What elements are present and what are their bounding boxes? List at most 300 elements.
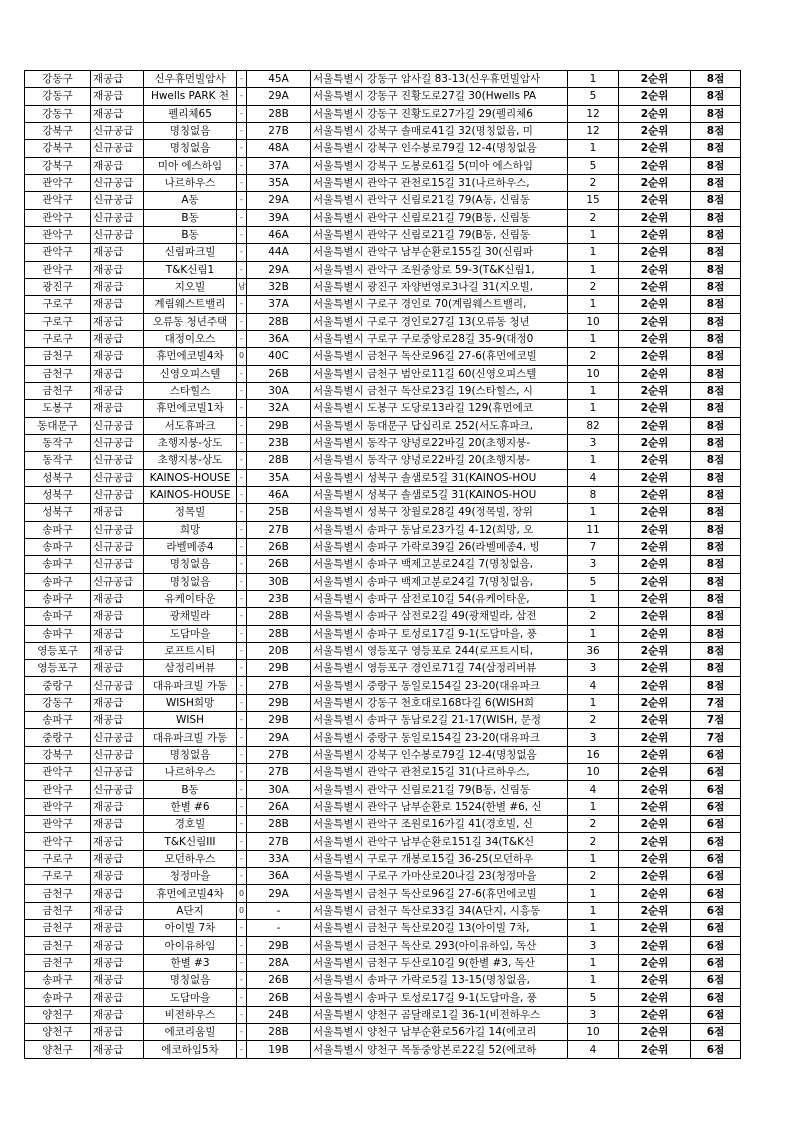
type-flag-cell: - [237,140,247,157]
district-cell: 성북구 [25,469,91,486]
count-cell: 10 [568,764,619,781]
address-cell: 서울특별시 금천구 독산로 293(아이유하임, 독산 [311,937,568,954]
district-cell: 금천구 [25,937,91,954]
unit-type-cell: 29A [247,885,311,902]
unit-type-cell: 29A [247,88,311,105]
score-cell: 8점 [691,71,741,88]
score-cell: 8점 [691,469,741,486]
address-cell: 서울특별시 관악구 남부순환로 1524(한별 #6, 신 [311,798,568,815]
type-flag-cell: - [237,781,247,798]
count-cell: 2 [568,712,619,729]
district-cell: 관악구 [25,816,91,833]
district-cell: 관악구 [25,833,91,850]
type-flag-cell: - [237,365,247,382]
priority-cell: 2순위 [619,885,691,902]
supply-type-cell: 신규공급 [91,781,144,798]
score-cell: 8점 [691,105,741,122]
table-row [25,573,741,590]
count-cell: 16 [568,746,619,763]
building-name-cell: B동 [144,226,237,243]
priority-cell: 2순위 [619,400,691,417]
supply-type-cell: 신규공급 [91,209,144,226]
district-cell: 송파구 [25,573,91,590]
type-flag-cell: - [237,296,247,313]
district-cell: 성북구 [25,486,91,503]
unit-type-cell: - [247,902,311,919]
supply-type-cell: 재공급 [91,157,144,174]
building-name-cell: 에코하임5차 [144,1041,237,1058]
type-flag-cell: - [237,660,247,677]
priority-cell: 2순위 [619,954,691,971]
building-name-cell: 모던하우스 [144,850,237,867]
building-name-cell: 명칭없음 [144,573,237,590]
unit-type-cell: 28B [247,452,311,469]
address-cell: 서울특별시 영등포구 경인로71길 74(삼정리버뷰 [311,660,568,677]
table-row [25,226,741,243]
count-cell: 12 [568,105,619,122]
district-cell: 관악구 [25,209,91,226]
count-cell: 1 [568,261,619,278]
score-cell: 6점 [691,781,741,798]
supply-type-cell: 재공급 [91,868,144,885]
score-cell: 8점 [691,296,741,313]
building-name-cell: 서도휴파크 [144,417,237,434]
building-name-cell: 광채빌라 [144,608,237,625]
district-cell: 금천구 [25,885,91,902]
district-cell: 관악구 [25,174,91,191]
district-cell: 금천구 [25,365,91,382]
priority-cell: 2순위 [619,330,691,347]
priority-cell: 2순위 [619,972,691,989]
building-name-cell: 명칭없음 [144,746,237,763]
building-name-cell: 나르하우스 [144,764,237,781]
count-cell: 1 [568,954,619,971]
supply-type-cell: 신규공급 [91,521,144,538]
building-name-cell: 초행지붕-상도 [144,434,237,451]
type-flag-cell: - [237,642,247,659]
district-cell: 관악구 [25,798,91,815]
table-row [25,816,741,833]
address-cell: 서울특별시 송파구 백제고분로24길 7(명칭없음, [311,573,568,590]
count-cell: 10 [568,1024,619,1041]
unit-type-cell: 28B [247,608,311,625]
table-row [25,660,741,677]
district-cell: 송파구 [25,608,91,625]
address-cell: 서울특별시 금천구 범안로11길 60(신영오피스텔 [311,365,568,382]
priority-cell: 2순위 [619,1041,691,1058]
address-cell: 서울특별시 강북구 인수봉로79길 12-4(명칭없음 [311,140,568,157]
priority-cell: 2순위 [619,712,691,729]
building-name-cell: 명칭없음 [144,140,237,157]
district-cell: 송파구 [25,521,91,538]
table-row [25,937,741,954]
type-flag-cell: - [237,972,247,989]
score-cell: 7점 [691,694,741,711]
address-cell: 서울특별시 중랑구 동일로154길 23-20(대유파크 [311,729,568,746]
unit-type-cell: 45A [247,71,311,88]
table-row [25,902,741,919]
table-row [25,608,741,625]
address-cell: 서울특별시 강북구 솔매로41길 32(명칭없음, 미 [311,122,568,139]
type-flag-cell: 0 [237,902,247,919]
score-cell: 8점 [691,174,741,191]
unit-type-cell: 28A [247,954,311,971]
building-name-cell: 에코리움빌 [144,1024,237,1041]
score-cell: 8점 [691,192,741,209]
district-cell: 금천구 [25,920,91,937]
district-cell: 관악구 [25,781,91,798]
count-cell: 36 [568,642,619,659]
priority-cell: 2순위 [619,469,691,486]
unit-type-cell: 29A [247,729,311,746]
unit-type-cell: 37A [247,157,311,174]
supply-type-cell: 재공급 [91,694,144,711]
supply-type-cell: 신규공급 [91,729,144,746]
type-flag-cell: - [237,989,247,1006]
count-cell: 82 [568,417,619,434]
priority-cell: 2순위 [619,504,691,521]
count-cell: 1 [568,330,619,347]
priority-cell: 2순위 [619,694,691,711]
table-row [25,868,741,885]
priority-cell: 2순위 [619,486,691,503]
priority-cell: 2순위 [619,122,691,139]
count-cell: 5 [568,88,619,105]
type-flag-cell: - [237,573,247,590]
score-cell: 6점 [691,868,741,885]
score-cell: 8점 [691,209,741,226]
score-cell: 6점 [691,920,741,937]
count-cell: 1 [568,885,619,902]
address-cell: 서울특별시 금천구 독산로96길 27-6(휴먼에코빌 [311,348,568,365]
district-cell: 동대문구 [25,417,91,434]
type-flag-cell: - [237,920,247,937]
building-name-cell: KAINOS-HOUSE [144,486,237,503]
score-cell: 8점 [691,538,741,555]
count-cell: 4 [568,781,619,798]
building-name-cell: 지오빌 [144,278,237,295]
score-cell: 8점 [691,504,741,521]
priority-cell: 2순위 [619,625,691,642]
count-cell: 2 [568,816,619,833]
address-cell: 서울특별시 동작구 양녕로22바길 20(초행지붕- [311,434,568,451]
score-cell: 8점 [691,452,741,469]
table-row [25,1024,741,1041]
building-name-cell: KAINOS-HOUSE [144,469,237,486]
building-name-cell: 도담마을 [144,989,237,1006]
type-flag-cell: - [237,608,247,625]
priority-cell: 2순위 [619,105,691,122]
address-cell: 서울특별시 구로구 가마산로20나길 23(청정마을 [311,868,568,885]
score-cell: 6점 [691,833,741,850]
address-cell: 서울특별시 성북구 솔샘로5길 31(KAINOS-HOU [311,469,568,486]
score-cell: 8점 [691,226,741,243]
score-cell: 8점 [691,625,741,642]
priority-cell: 2순위 [619,816,691,833]
table-row [25,174,741,191]
unit-type-cell: 29B [247,660,311,677]
count-cell: 7 [568,538,619,555]
address-cell: 서울특별시 금천구 독산로96길 27-6(휴먼에코빌 [311,885,568,902]
address-cell: 서울특별시 강북구 인수봉로79길 12-4(명칭없음 [311,746,568,763]
district-cell: 송파구 [25,625,91,642]
unit-type-cell: 29A [247,192,311,209]
priority-cell: 2순위 [619,590,691,607]
type-flag-cell: - [237,712,247,729]
supply-type-cell: 재공급 [91,244,144,261]
priority-cell: 2순위 [619,313,691,330]
type-flag-cell: - [237,816,247,833]
priority-cell: 2순위 [619,296,691,313]
district-cell: 중랑구 [25,677,91,694]
address-cell: 서울특별시 송파구 토성로17길 9-1(도담마을, 풍 [311,625,568,642]
table-row [25,244,741,261]
address-cell: 서울특별시 양천구 곰달래로1길 36-1(비전하우스 [311,1006,568,1023]
unit-type-cell: 29B [247,712,311,729]
address-cell: 서울특별시 금천구 독산로33길 34(A단지, 시흥동 [311,902,568,919]
unit-type-cell: 26B [247,989,311,1006]
district-cell: 구로구 [25,313,91,330]
score-cell: 8점 [691,278,741,295]
building-name-cell: 신림파크빌 [144,244,237,261]
type-flag-cell: - [237,400,247,417]
supply-type-cell: 재공급 [91,365,144,382]
table-row [25,989,741,1006]
supply-type-cell: 재공급 [91,504,144,521]
district-cell: 중랑구 [25,729,91,746]
supply-type-cell: 재공급 [91,278,144,295]
table-row [25,625,741,642]
score-cell: 8점 [691,556,741,573]
priority-cell: 2순위 [619,850,691,867]
table-row [25,1041,741,1058]
count-cell: 4 [568,469,619,486]
building-name-cell: 로프트시티 [144,642,237,659]
address-cell: 서울특별시 송파구 가락로39길 26(라벨메종4, 빙 [311,538,568,555]
address-cell: 서울특별시 관악구 신림로21길 79(B동, 신림동 [311,209,568,226]
priority-cell: 2순위 [619,642,691,659]
score-cell: 6점 [691,1006,741,1023]
type-flag-cell: - [237,434,247,451]
score-cell: 6점 [691,1024,741,1041]
address-cell: 서울특별시 송파구 동남로23가길 4-12(희망, 오 [311,521,568,538]
district-cell: 도봉구 [25,400,91,417]
supply-type-cell: 재공급 [91,816,144,833]
district-cell: 광진구 [25,278,91,295]
supply-type-cell: 신규공급 [91,434,144,451]
building-name-cell: 희망 [144,521,237,538]
priority-cell: 2순위 [619,920,691,937]
district-cell: 관악구 [25,261,91,278]
district-cell: 구로구 [25,296,91,313]
table-row [25,296,741,313]
unit-type-cell: 26B [247,972,311,989]
table-row [25,538,741,555]
priority-cell: 2순위 [619,244,691,261]
building-name-cell: 미아 에스하임 [144,157,237,174]
count-cell: 8 [568,486,619,503]
supply-type-cell: 신규공급 [91,556,144,573]
address-cell: 서울특별시 관악구 관천로15길 31(나르하우스, [311,764,568,781]
address-cell: 서울특별시 송파구 삼전로2길 49(광채빌라, 삼전 [311,608,568,625]
supply-type-cell: 재공급 [91,954,144,971]
count-cell: 4 [568,677,619,694]
table-row [25,590,741,607]
address-cell: 서울특별시 관악구 조원중앙로 59-3(T&K신림1, [311,261,568,278]
table-row [25,798,741,815]
supply-type-cell: 신규공급 [91,174,144,191]
building-name-cell: 정목빌 [144,504,237,521]
score-cell: 8점 [691,244,741,261]
building-name-cell: 도담마을 [144,625,237,642]
score-cell: 8점 [691,573,741,590]
type-flag-cell: - [237,330,247,347]
address-cell: 서울특별시 구로구 개봉로15길 36-25(모던하우 [311,850,568,867]
table-row [25,729,741,746]
score-cell: 6점 [691,764,741,781]
supply-type-cell: 재공급 [91,88,144,105]
unit-type-cell: 23B [247,434,311,451]
type-flag-cell: - [237,88,247,105]
building-name-cell: 유케이타운 [144,590,237,607]
address-cell: 서울특별시 송파구 백제고분로24길 7(명칭없음, [311,556,568,573]
priority-cell: 2순위 [619,538,691,555]
unit-type-cell: 27B [247,764,311,781]
building-name-cell: 휴먼에코빌4차 [144,885,237,902]
housing-list-table [24,70,741,1059]
type-flag-cell: - [237,382,247,399]
count-cell: 3 [568,729,619,746]
priority-cell: 2순위 [619,157,691,174]
district-cell: 강동구 [25,105,91,122]
district-cell: 동작구 [25,452,91,469]
count-cell: 10 [568,313,619,330]
building-name-cell: 한별 #3 [144,954,237,971]
type-flag-cell: - [237,486,247,503]
count-cell: 1 [568,625,619,642]
district-cell: 송파구 [25,590,91,607]
count-cell: 1 [568,71,619,88]
count-cell: 15 [568,192,619,209]
building-name-cell: B동 [144,209,237,226]
score-cell: 6점 [691,850,741,867]
unit-type-cell: 46A [247,486,311,503]
type-flag-cell: - [237,521,247,538]
address-cell: 서울특별시 관악구 남부순환로151길 34(T&K신 [311,833,568,850]
count-cell: 3 [568,556,619,573]
priority-cell: 2순위 [619,573,691,590]
address-cell: 서울특별시 관악구 신림로21길 79(B동, 신림동 [311,226,568,243]
priority-cell: 2순위 [619,226,691,243]
count-cell: 3 [568,660,619,677]
district-cell: 구로구 [25,850,91,867]
unit-type-cell: 36A [247,868,311,885]
building-name-cell: 계림웨스트밸리 [144,296,237,313]
table-row [25,694,741,711]
address-cell: 서울특별시 관악구 관천로15길 31(나르하우스, [311,174,568,191]
unit-type-cell: 27B [247,677,311,694]
table-row [25,71,741,88]
priority-cell: 2순위 [619,434,691,451]
priority-cell: 2순위 [619,417,691,434]
score-cell: 8점 [691,330,741,347]
table-row [25,313,741,330]
count-cell: 4 [568,1041,619,1058]
building-name-cell: 삼정리버뷰 [144,660,237,677]
supply-type-cell: 재공급 [91,71,144,88]
score-cell: 6점 [691,798,741,815]
table-row [25,504,741,521]
count-cell: 2 [568,868,619,885]
count-cell: 2 [568,174,619,191]
priority-cell: 2순위 [619,278,691,295]
unit-type-cell: 28B [247,313,311,330]
supply-type-cell: 신규공급 [91,573,144,590]
table-row [25,556,741,573]
priority-cell: 2순위 [619,348,691,365]
supply-type-cell: 신규공급 [91,140,144,157]
unit-type-cell: 27B [247,833,311,850]
district-cell: 동작구 [25,434,91,451]
address-cell: 서울특별시 관악구 조원로16가길 41(경호빌, 신 [311,816,568,833]
count-cell: 1 [568,694,619,711]
type-flag-cell: - [237,469,247,486]
priority-cell: 2순위 [619,989,691,1006]
type-flag-cell: - [237,71,247,88]
supply-type-cell: 신규공급 [91,122,144,139]
supply-type-cell: 신규공급 [91,452,144,469]
type-flag-cell: - [237,122,247,139]
supply-type-cell: 재공급 [91,972,144,989]
score-cell: 8점 [691,313,741,330]
supply-type-cell: 재공급 [91,798,144,815]
table-row [25,157,741,174]
address-cell: 서울특별시 송파구 토성로17길 9-1(도담마을, 풍 [311,989,568,1006]
building-name-cell: 펠리체65 [144,105,237,122]
table-row [25,278,741,295]
type-flag-cell: - [237,1024,247,1041]
unit-type-cell: 33A [247,850,311,867]
count-cell: 5 [568,989,619,1006]
unit-type-cell: 48A [247,140,311,157]
building-name-cell: 한별 #6 [144,798,237,815]
score-cell: 8점 [691,486,741,503]
table-row [25,434,741,451]
count-cell: 3 [568,1006,619,1023]
building-name-cell: Hwells PARK 천 [144,88,237,105]
table-row [25,746,741,763]
score-cell: 6점 [691,816,741,833]
supply-type-cell: 신규공급 [91,226,144,243]
unit-type-cell: 28B [247,105,311,122]
table-row [25,400,741,417]
address-cell: 서울특별시 동작구 양녕로22바길 20(초행지붕- [311,452,568,469]
score-cell: 8점 [691,365,741,382]
district-cell: 관악구 [25,192,91,209]
district-cell: 관악구 [25,764,91,781]
unit-type-cell: 39A [247,209,311,226]
count-cell: 1 [568,850,619,867]
unit-type-cell: 35A [247,174,311,191]
type-flag-cell: - [237,261,247,278]
type-flag-cell: - [237,677,247,694]
table-row [25,330,741,347]
unit-type-cell: 24B [247,1006,311,1023]
district-cell: 영등포구 [25,660,91,677]
building-name-cell: A단지 [144,902,237,919]
table-row [25,382,741,399]
count-cell: 1 [568,972,619,989]
